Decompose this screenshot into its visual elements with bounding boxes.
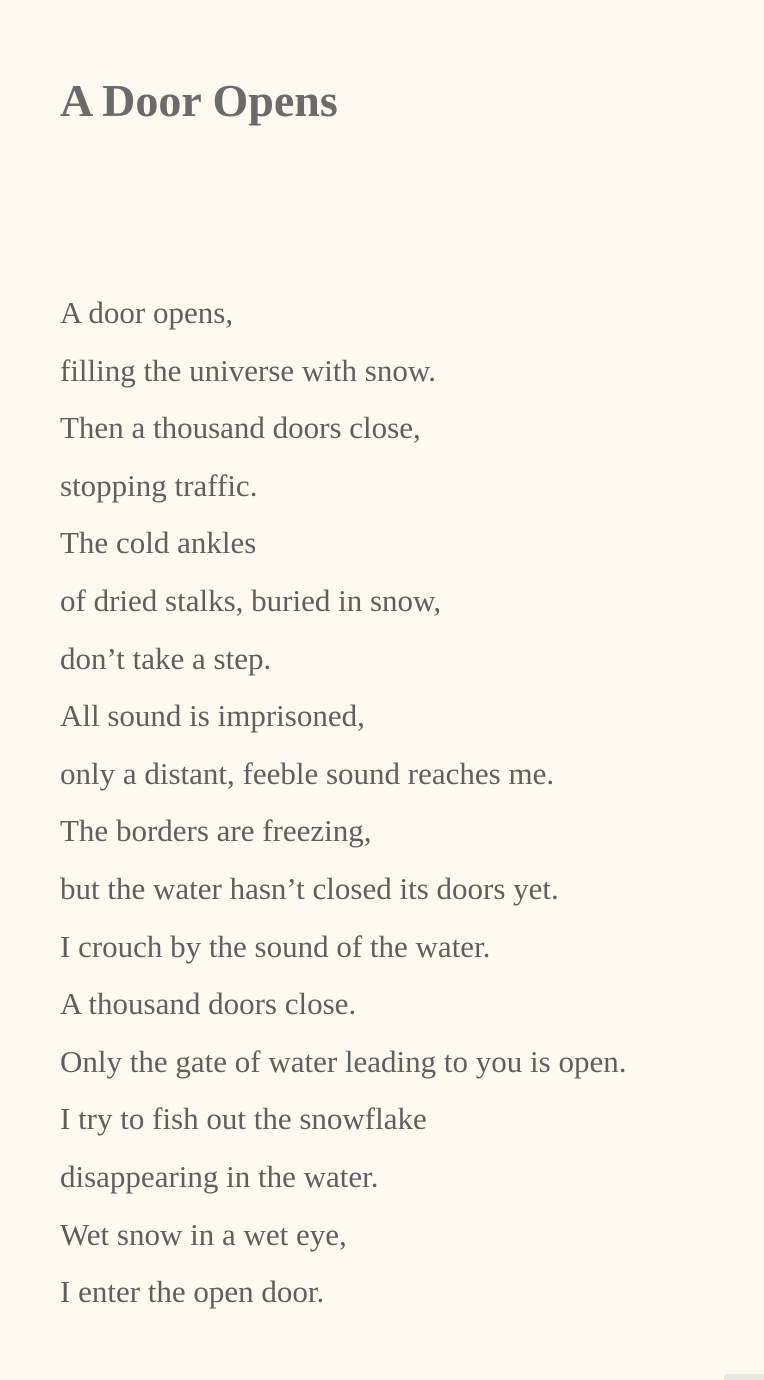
poem-body <box>60 284 626 1321</box>
poem-line: but the water hasn’t closed its doors yet. <box>60 870 559 906</box>
poem-line: Wet snow in a wet eye, <box>60 1216 347 1252</box>
poem-line: only a distant, feeble sound reaches me. <box>60 755 555 791</box>
poem-line: I crouch by the sound of the water. <box>60 928 491 964</box>
corner-scroll-handle <box>724 1374 764 1380</box>
poem-line: of dried stalks, buried in snow, <box>60 582 442 618</box>
poem-line: filling the universe with snow. <box>60 352 436 388</box>
poem-line: Only the gate of water leading to you is open. <box>60 1043 627 1079</box>
poem-line: The borders are freezing, <box>60 813 372 849</box>
poem-line: All sound is imprisoned, <box>60 698 365 734</box>
poem-line: The cold ankles <box>60 525 257 561</box>
poem-line: stopping traffic. <box>60 467 258 503</box>
poem-title: A Door Opens <box>60 75 338 126</box>
poem-line: I try to fish out the snowflake <box>60 1101 427 1137</box>
poem-line: disappearing in the water. <box>60 1158 379 1194</box>
poem-line: Then a thousand doors close, <box>60 410 421 446</box>
poem-line: A thousand doors close. <box>60 986 357 1022</box>
poem-line: A door opens, <box>60 295 234 330</box>
poem-line: I enter the open door. <box>60 1274 325 1310</box>
poem-line: don’t take a step. <box>60 640 272 676</box>
